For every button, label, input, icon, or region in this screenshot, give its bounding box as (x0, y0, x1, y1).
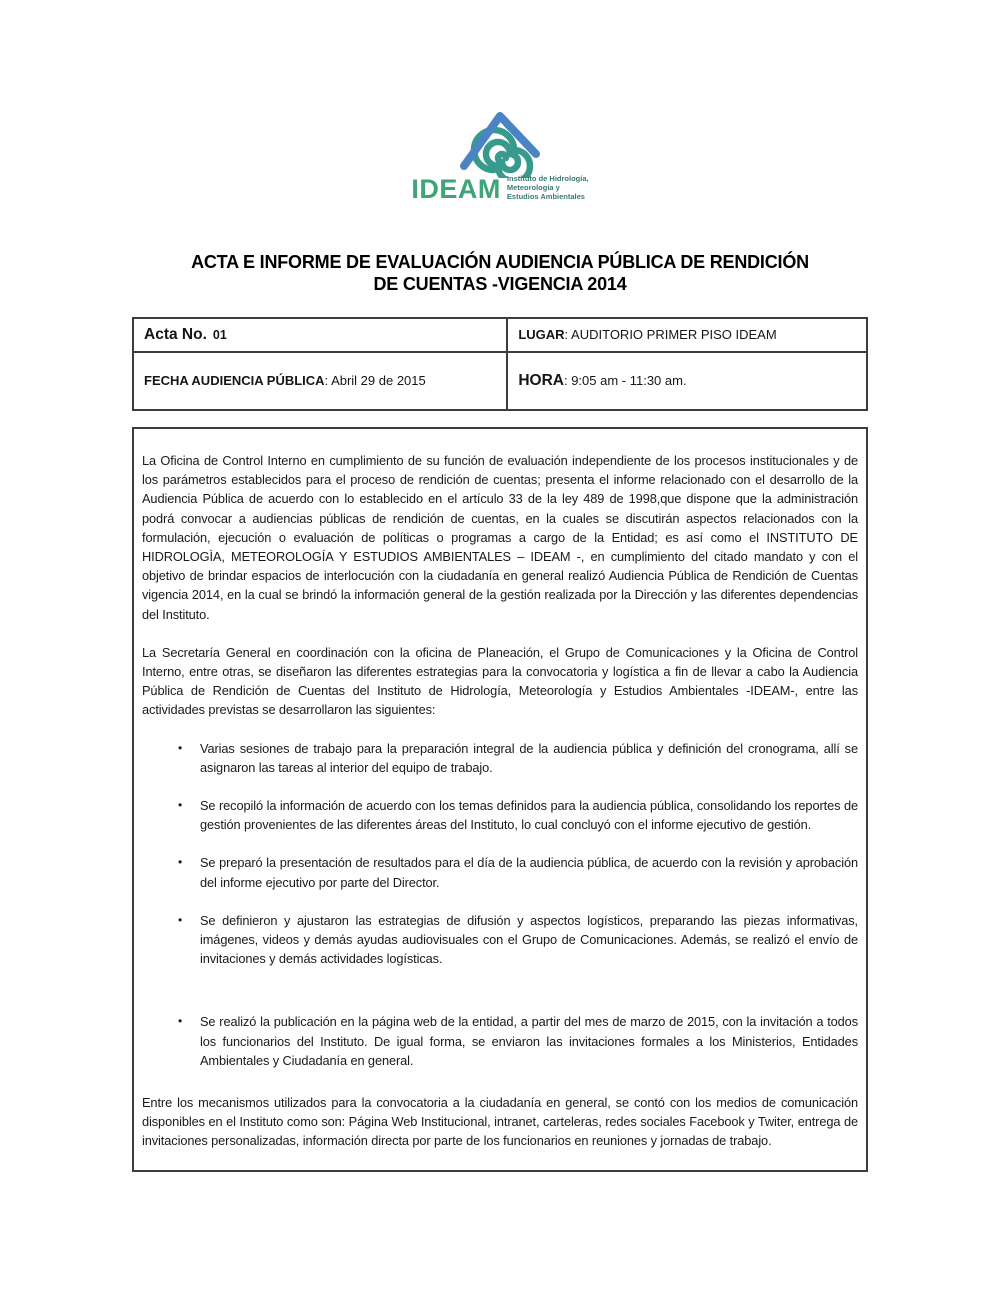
report-body-box (132, 427, 868, 1172)
meta-row-fecha-hora (133, 352, 867, 410)
acta-number: 01 (212, 328, 227, 342)
logo-tagline (507, 174, 589, 203)
bullet-item-1 (172, 739, 858, 777)
bullet-item-5 (172, 1012, 858, 1070)
logo-acronym: IDEAM (411, 174, 501, 204)
bullet-icon: • (178, 855, 183, 870)
hora-label: HORA (518, 372, 564, 389)
body-paragraph-1: La Oficina de Control Interno en cumplimiento de su función de evaluación independiente de los procesos institucionales y de los parámetros establecidos para el proceso de rendición de cuentas; presenta el informe relacionado con el desarrollo de la Audiencia Pública de acuerdo con lo establecido en el artículo 33 de la ley 489 de 1998,que dispone que la administración podrá convocar a audiencias públicas de rendición de cuentas, en la cuales se discutirán aspectos relacionados con la formulación, ejecución o evaluación de políticas o programas a cargo de la Entidad; es así como el INSTITUTO DE HIDROLOGÌA, METEOROLOGÍA Y ESTUDIOS AMBIENTALES – IDEAM -, en cumplimiento del citado mandato y con el objetivo de brindar espacios de interlocución con la ciudadanía en general realizó Audiencia Pública de Rendición de Cuentas vigencia 2014, en la cual se brindó la información general de la gestión realizada por la Dirección y las diferentes dependencias del Instituto. (142, 453, 858, 622)
bullet-icon: • (178, 1014, 183, 1029)
meta-table (132, 317, 868, 411)
document-title-line1: ACTA E INFORME DE EVALUACIÓN AUDIENCIA PÚBLICA DE RENDICIÓN (191, 252, 809, 272)
logo-tagline-line: Estudios Ambientales (506, 192, 585, 201)
bullet-text-3: Se preparó la presentación de resultados para el día de la audiencia pública, de acuerdo con la revisión y aprobación del informe ejecutivo por parte del Director. (200, 855, 858, 890)
activities-bullet-list (172, 739, 858, 1070)
bullet-icon: • (178, 740, 183, 755)
body-paragraph-2: La Secretaría General en coordinación con la oficina de Planeación, el Grupo de Comunicaciones y la Oficina de Control Interno, entre otras, se diseñaron las diferentes estrategias para la convocatoria y logística a fin de llevar a cabo la Audiencia Pública de Rendición de Cuentas del Instituto de Hidrología, Meteorología y Estudios Ambientales -IDEAM-, entre las actividades previstas se desarrollaron las siguientes: (142, 644, 858, 718)
logo-tagline-line: Meteorología y (506, 183, 560, 192)
ideam-logo (390, 0, 610, 203)
bullet-text-2: Se recopiló la información de acuerdo con los temas definidos para la audiencia pública, consolidando los reportes de gestión provenientes de las diferentes áreas del Instituto, lo cual concluyó con el informe ejecutivo de gestión. (200, 798, 858, 833)
acta-cell (133, 318, 507, 352)
bullet-text-5: Se realizó la publicación en la página web de la entidad, a partir del mes de marzo de 2015, con la invitación a todos los funcionarios del Instituto. De igual forma, se enviaron las invitaciones formales a los Ministerios, Entidades Ambientales y Ciudadanía en general. (200, 1014, 858, 1068)
fecha-value: : Abril 29 de 2015 (324, 373, 426, 388)
logo-text-row (390, 174, 610, 203)
fecha-label: FECHA AUDIENCIA PÚBLICA (144, 373, 325, 388)
meta-row-acta-lugar (133, 318, 867, 352)
bullet-item-2 (172, 796, 858, 834)
logo-tagline-line: Instituto de Hidrología, (506, 174, 589, 183)
acta-label: Acta No. (144, 326, 207, 343)
fecha-cell (133, 352, 507, 410)
hora-cell (507, 352, 867, 410)
bullet-text-1: Varias sesiones de trabajo para la preparación integral de la audiencia pública y definición del cronograma, allí se asignaron las tareas al interior del equipo de trabajo. (200, 740, 858, 775)
hora-value: : 9:05 am - 11:30 am. (563, 373, 687, 388)
bullet-icon: • (178, 912, 183, 927)
document-title-line2: DE CUENTAS -VIGENCIA 2014 (373, 274, 627, 294)
lugar-cell (507, 318, 867, 352)
bullet-item-3 (172, 853, 858, 891)
bullet-icon: • (178, 798, 183, 813)
document-title (0, 251, 1000, 295)
body-paragraph-3: Entre los mecanismos utilizados para la convocatoria a la ciudadanía en general, se contó con los medios de comunicación disponibles en el Instituto como son: Página Web Institucional, intranet, carteleras, redes sociales Facebook y Twiter, entrega de invitaciones personalizadas, información directa por parte de los funcionarios en reuniones y jornadas de trabajo. (142, 1095, 858, 1149)
logo-glyph (448, 108, 552, 178)
bullet-item-4 (172, 911, 858, 969)
lugar-value: : AUDITORIO PRIMER PISO IDEAM (564, 327, 777, 342)
bullet-text-4: Se definieron y ajustaron las estrategias de difusión y aspectos logísticos, preparando las piezas informativas, imágenes, videos y demás ayudas audiovisuales con el Grupo de Comunicaciones. Además, se realizó el envío de invitaciones y demás actividades logísticas. (200, 912, 858, 967)
lugar-label: LUGAR (518, 327, 565, 342)
